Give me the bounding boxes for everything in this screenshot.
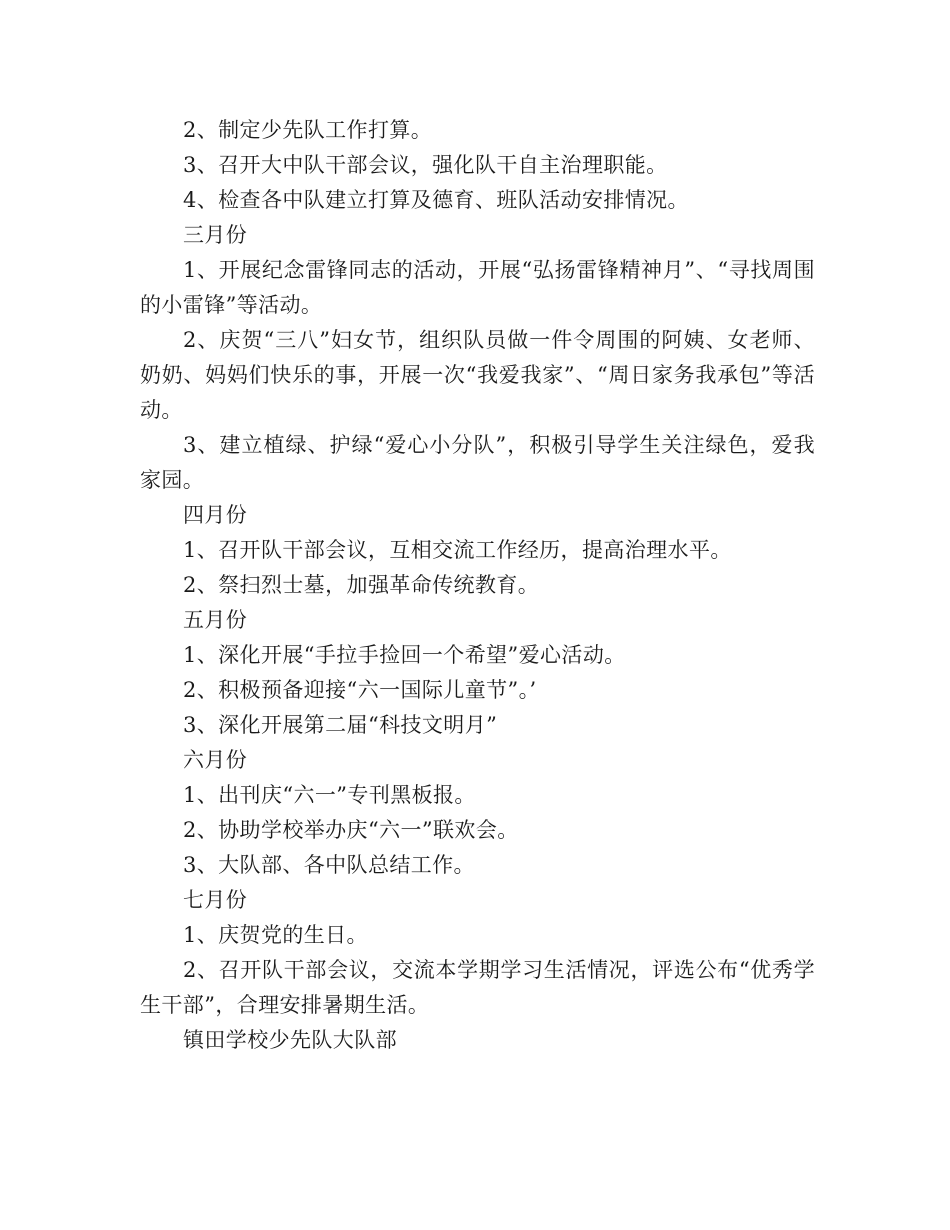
paragraph-item-cadre-meeting: 1、召开队干部会议，互相交流工作经历，提高治理水平。	[183, 538, 732, 562]
paragraph-item-semester-review: 2、召开队干部会议，交流本学期学习生活情况，评选公布“优秀学生干部”，合理安排暑期生活。	[140, 958, 815, 1017]
paragraph-item-party: 2、协助学校举办庆“六一”联欢会。	[183, 818, 519, 842]
paragraph-item-party-birthday: 1、庆贺党的生日。	[183, 923, 368, 947]
paragraph-item-childrens-day-prep: 2、积极预备迎接“六一国际儿童节”。’	[183, 678, 537, 702]
month-heading-april: 四月份	[183, 503, 248, 527]
month-heading-june: 六月份	[183, 748, 248, 772]
document-body	[140, 113, 815, 1058]
month-heading-july: 七月份	[183, 888, 248, 912]
month-heading-march: 三月份	[183, 223, 248, 247]
paragraph-item-martyrs: 2、祭扫烈士墓，加强革命传统教育。	[183, 573, 540, 597]
paragraph-item-inspection: 4、检查各中队建立打算及德育、班队活动安排情况。	[183, 188, 689, 212]
paragraph-item-leifeng: 1、开展纪念雷锋同志的活动，开展“弘扬雷锋精神月”、“寻找周围的小雷锋”等活动。	[140, 258, 815, 317]
month-heading-may: 五月份	[183, 608, 248, 632]
signature-organization: 镇田学校少先队大队部	[183, 1028, 397, 1052]
paragraph-item-blackboard: 1、出刊庆“六一”专刊黑板报。	[183, 783, 476, 807]
paragraph-item-green-team: 3、建立植绿、护绿“爱心小分队”，积极引导学生关注绿色，爱我家园。	[140, 433, 815, 492]
paragraph-item-womens-day: 2、庆贺“三八”妇女节，组织队员做一件令周围的阿姨、女老师、奶奶、妈妈们快乐的事，开展一次“我爱我家”、“周日家务我承包”等活动。	[140, 328, 815, 422]
paragraph-item-tech-month: 3、深化开展第二届“科技文明月”	[183, 713, 498, 737]
paragraph-item-summary: 3、大队部、各中队总结工作。	[183, 853, 475, 877]
paragraph-item-plan: 2、制定少先队工作打算。	[183, 118, 433, 142]
paragraph-item-hand-in-hand: 1、深化开展“手拉手捡回一个希望”爱心活动。	[183, 643, 626, 667]
paragraph-item-meeting: 3、召开大中队干部会议，强化队干自主治理职能。	[183, 153, 668, 177]
